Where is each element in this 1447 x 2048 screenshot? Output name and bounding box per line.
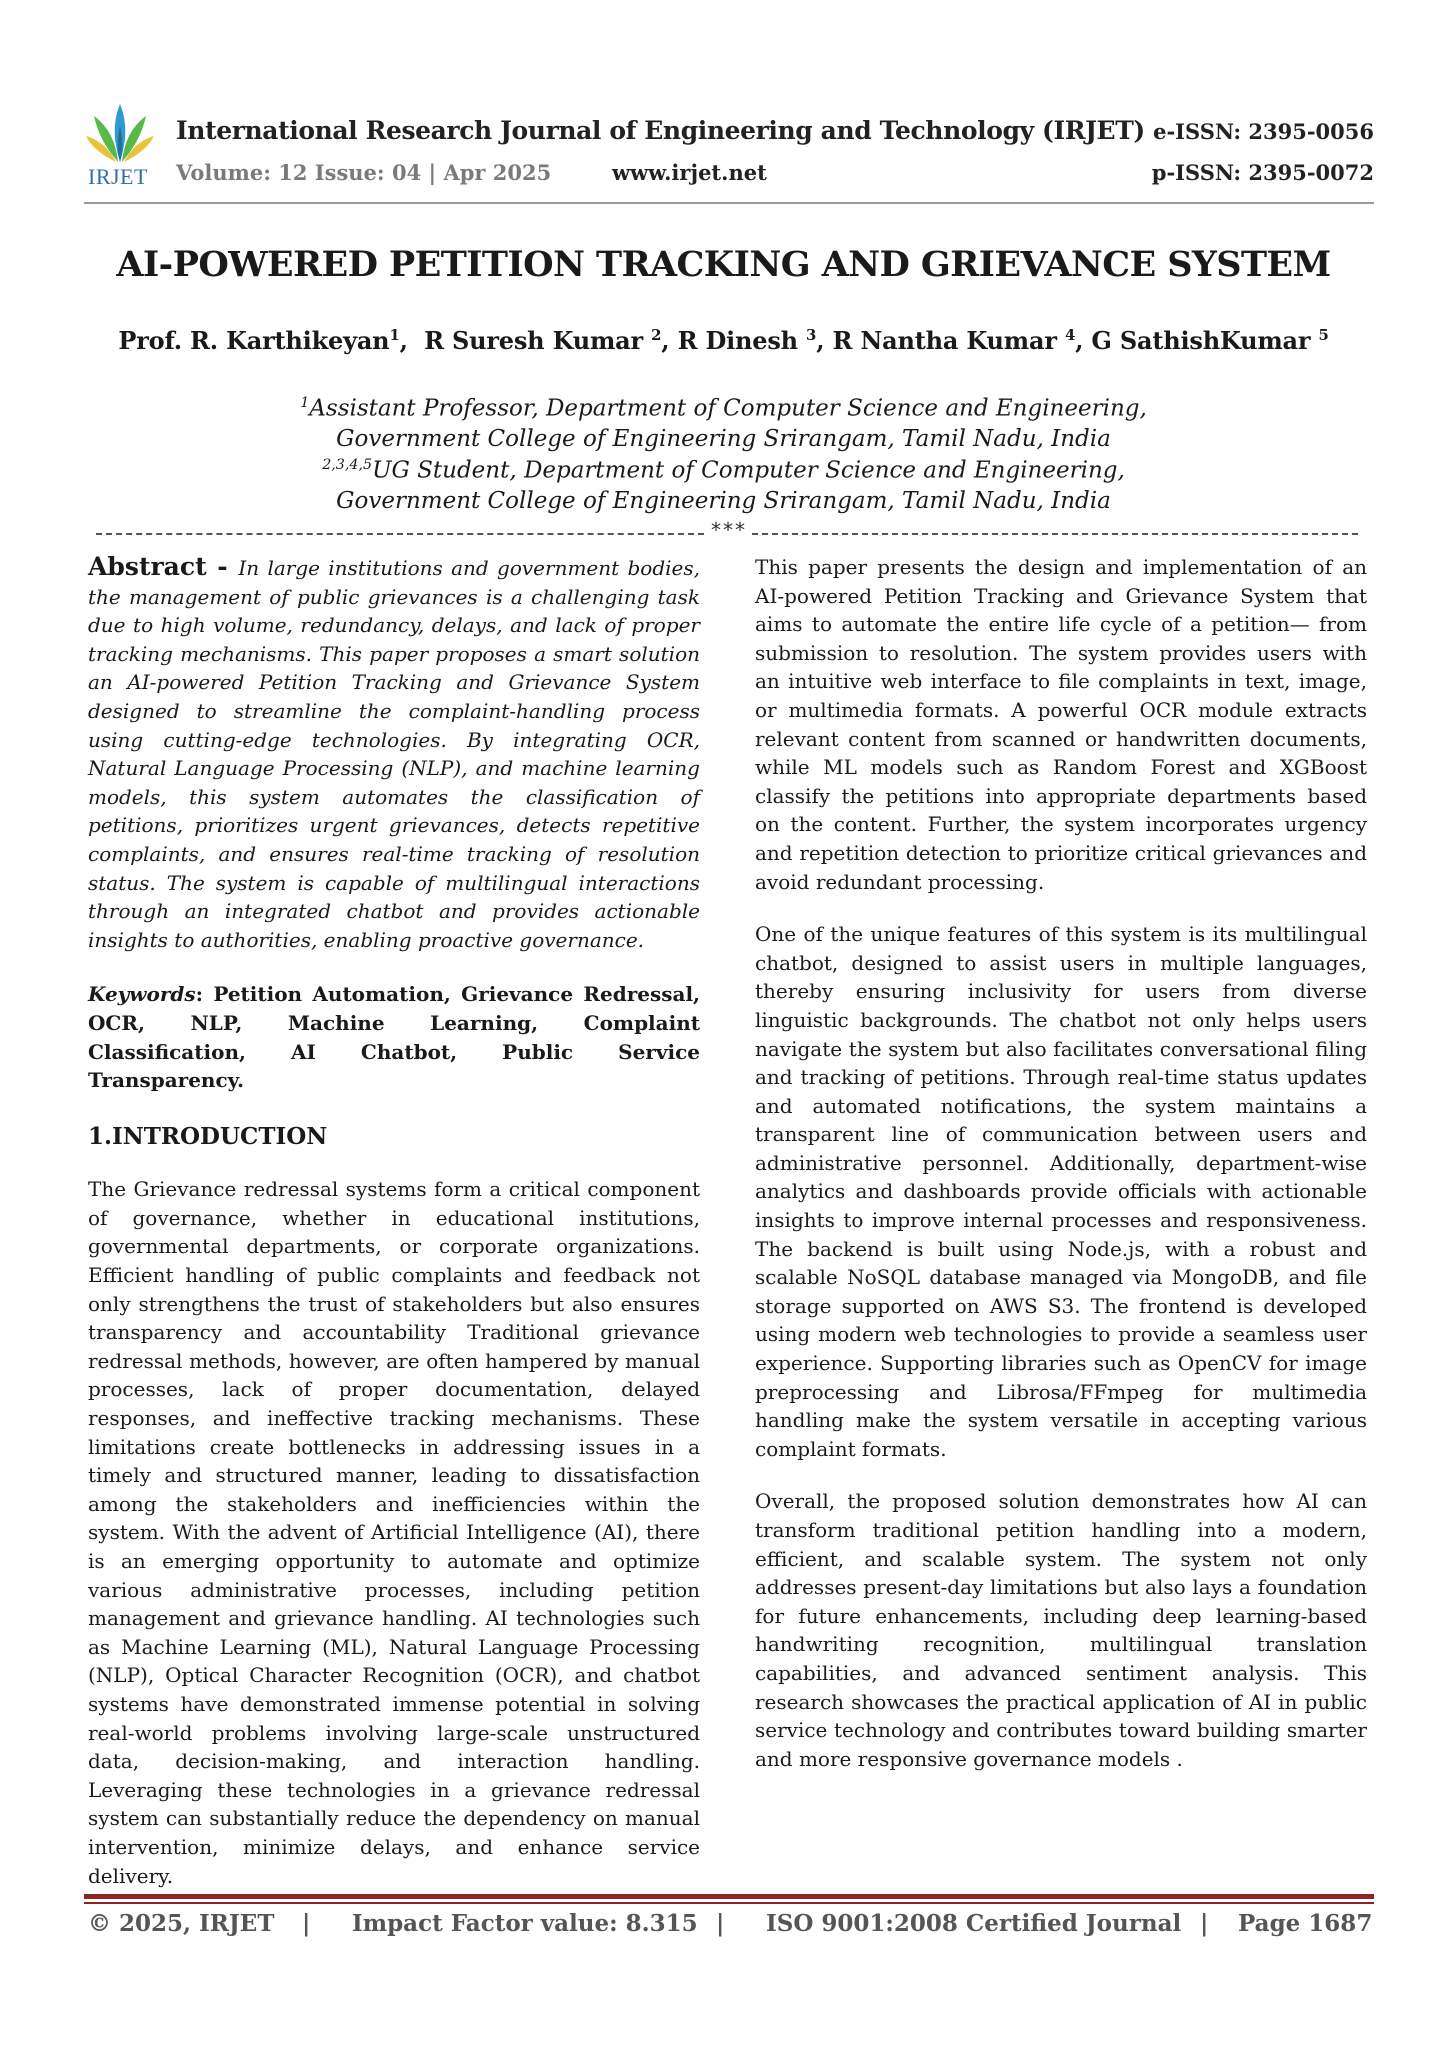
affiliation-text: Assistant Professor, Department of Computer Science and Engineering,: [309, 395, 1147, 422]
affiliation-1-line-1: [0, 395, 1447, 422]
separator-dashes-right: [752, 533, 1358, 535]
footer-iso: ISO 9001:2008 Certified Journal: [766, 1910, 1182, 1937]
abstract: [88, 553, 700, 954]
journal-name: International Research Journal of Engineering and Technology (IRJET): [176, 116, 1145, 145]
footer-divider: |: [716, 1910, 725, 1937]
author-affiliation-mark: 2: [651, 326, 662, 344]
author-name: R Dinesh: [677, 326, 807, 355]
author-affiliation-mark: 4: [1064, 326, 1076, 344]
left-column: [88, 553, 700, 1914]
keywords: [88, 980, 700, 1094]
author-name: R Suresh Kumar: [424, 326, 652, 355]
author-name: G SathishKumar: [1091, 326, 1319, 355]
journal-header: [84, 102, 1374, 206]
footer-divider: |: [1200, 1910, 1209, 1937]
logo-wordmark: IRJET: [88, 164, 148, 189]
separator-dashes-left: [96, 533, 704, 535]
e-issn: e-ISSN: 2395-0056: [1153, 119, 1374, 144]
p-issn: p-ISSN: 2395-0072: [1151, 160, 1374, 185]
body-paragraph: One of the unique features of this system is its multilingual chatbot, designed to assist users in multiple languages, thereby ensuring inclusivity for users from diverse linguistic backgrounds. The chatbot not only helps users navigate the system but also facilitates conversational filing and tracking of petitions. Through real-time status updates and automated notifications, the system maintains a transparent line of communication between users and administrative personnel. Additionally, department-wise analytics and dashboards provide officials with actionable insights to improve internal processes and responsiveness. The backend is built using Node.js, with a robust and scalable NoSQL database managed via MongoDB, and file storage supported on AWS S3. The frontend is developed using modern web technologies to provide a seamless user experience. Supporting libraries such as OpenCV for image preprocessing and Librosa/FFmpeg for multimedia handling make the system versatile in accepting various complaint formats.: [755, 922, 1367, 1461]
footer-rule-thick: [84, 1894, 1374, 1899]
journal-website-link[interactable]: www.irjet.net: [612, 160, 767, 185]
section-heading-introduction: 1.INTRODUCTION: [88, 1122, 328, 1150]
affiliation-1-line-2: Government College of Engineering Srirangam, Tamil Nadu, India: [336, 426, 1111, 452]
keywords-label: Keywords: [88, 982, 196, 1007]
irjet-logo: [84, 102, 156, 194]
footer-divider: |: [302, 1910, 311, 1937]
author-name: R Nantha Kumar: [832, 326, 1065, 355]
footer-impact-factor: Impact Factor value: 8.315: [352, 1910, 698, 1937]
body-paragraph: This paper presents the design and implementation of an AI-powered Petition Tracking and Grievance System that aims to automate the entire life cycle of a petition— from submission to resolution. The system provides users with an intuitive web interface to file complaints in text, image, or multimedia formats. A powerful OCR module extracts relevant content from scanned or handwritten documents, while ML models such as Random Forest and XGBoost classify the petitions into appropriate departments based on the content. Further, the system incorporates urgency and repetition detection to prioritize critical grievances and avoid redundant processing.: [755, 555, 1367, 894]
logo-leaves-icon: [84, 102, 156, 166]
abstract-text: In large institutions and government bodies, the management of public grievances is a challenging task due to high volume, redundancy, delays, and lack of proper tracking mechanisms. This paper proposes a smart solution an AI-powered Petition Tracking and Grievance System designed to streamline the complaint-handling process using cutting-edge technologies. By integrating OCR, Natural Language Processing (NLP), and machine learning models, this system automates the classification of petitions, prioritizes urgent grievances, detects repetitive complaints, and ensures real-time tracking of resolution status. The system is capable of multilingual interactions through an integrated chatbot and provides actionable insights to authorities, enabling proactive governance.: [88, 556, 700, 952]
footer-copyright: © 2025, IRJET: [88, 1910, 275, 1937]
introduction-paragraph: The Grievance redressal systems form a critical component of governance, whether in educational institutions, governmental departments, or corporate organizations. Efficient handling of public complaints and feedback not only strengthens the trust of stakeholders but also ensures transparency and accountability Traditional grievance redressal methods, however, are often hampered by manual processes, lack of proper documentation, delayed responses, and ineffective tracking mechanisms. These limitations create bottlenecks in addressing issues in a timely and structured manner, leading to dissatisfaction among the stakeholders and inefficiencies within the system. With the advent of Artificial Intelligence (AI), there is an emerging opportunity to automate and optimize various administrative processes, including petition management and grievance handling. AI technologies such as Machine Learning (ML), Natural Language Processing (NLP), Optical Character Recognition (OCR), and chatbot systems have demonstrated immense potential in solving real-world problems involving large-scale unstructured data, decision-making, and interaction handling. Leveraging these technologies in a grievance redressal system can substantially reduce the dependency on manual intervention, minimize delays, and enhance service delivery.: [88, 1177, 700, 1888]
affiliation-2-line-2: Government College of Engineering Srirangam, Tamil Nadu, India: [336, 488, 1111, 514]
volume-issue: Volume: 12 Issue: 04 | Apr 2025: [176, 160, 552, 185]
page-footer: [88, 1910, 1373, 1950]
affiliation-mark: 1: [300, 395, 310, 411]
affiliation-text: UG Student, Department of Computer Science and Engineering,: [372, 457, 1125, 484]
separator-stars: ***: [709, 518, 747, 542]
author-affiliation-mark: 3: [806, 326, 817, 344]
author-name: Prof. R. Karthikeyan: [118, 326, 390, 355]
section-separator: [96, 518, 1358, 542]
footer-rule-thin: [84, 1902, 1374, 1904]
affiliation-2-line-1: [0, 457, 1447, 484]
affiliation-mark: 2,3,4,5: [322, 457, 373, 473]
footer-page-number: Page 1687: [1238, 1910, 1373, 1937]
abstract-label: Abstract -: [88, 552, 239, 581]
keywords-text: : Petition Automation, Grievance Redressal, OCR, NLP, Machine Learning, Complaint Classification, AI Chatbot, Public Service Transparency.: [88, 982, 700, 1093]
paper-title: AI-POWERED PETITION TRACKING AND GRIEVANCE SYSTEM: [116, 244, 1331, 285]
body-paragraph: Overall, the proposed solution demonstrates how AI can transform traditional petition handling into a modern, efficient, and scalable system. The system not only addresses present-day limitations but also lays a foundation for future enhancements, including deep learning-based handwriting recognition, multilingual translation capabilities, and advanced sentiment analysis. This research showcases the practical application of AI in public service technology and contributes toward building smarter and more responsive governance models .: [755, 1489, 1367, 1771]
author-list: Prof. R. Karthikeyan$^1$, R Suresh Kumar $^2$, R Dinesh $^3$, R Nantha Kumar $^4$, G SathishKumar $^5$: [118, 326, 1329, 355]
author-affiliation-mark: 5: [1318, 326, 1329, 344]
header-divider: [84, 202, 1374, 204]
author-affiliation-mark: 1: [389, 326, 400, 344]
right-column: [755, 553, 1367, 1797]
